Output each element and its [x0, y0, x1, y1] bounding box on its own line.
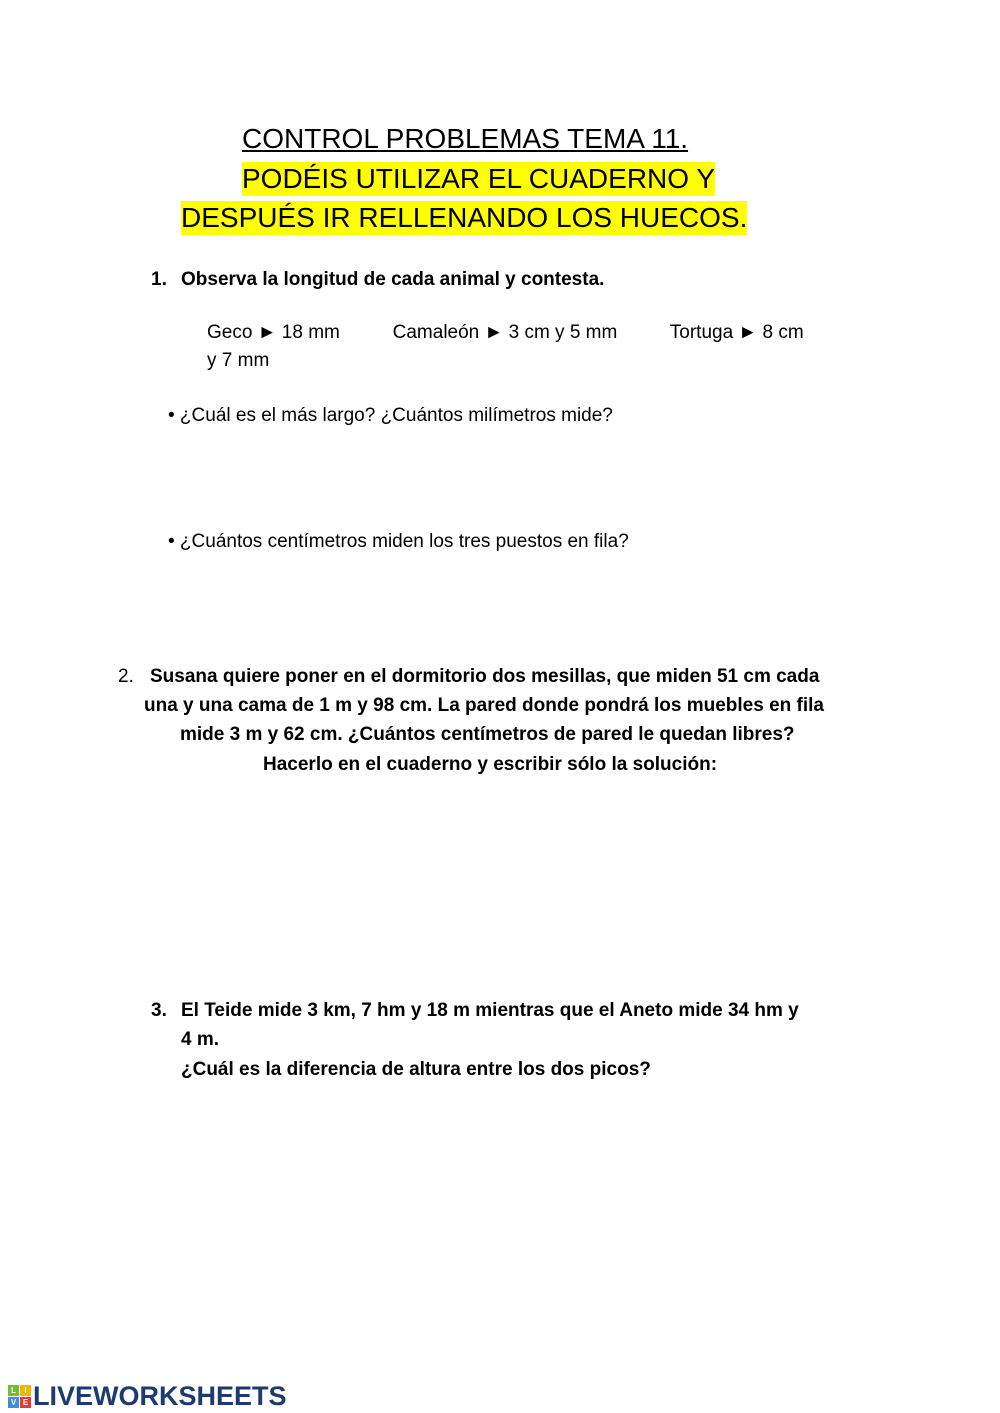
q1-animals-line1: Geco ► 18 mm Camaleón ► 3 cm y 5 mm Tortuga ► 8 cm: [207, 322, 804, 343]
q1-number: 1.: [151, 269, 167, 290]
q3-line2: 4 m.: [181, 1029, 220, 1050]
q2-number: 2.: [118, 666, 134, 687]
liveworksheets-logo: [8, 1381, 287, 1412]
q1-subquestion-1: • ¿Cuál es el más largo? ¿Cuántos milímetros mide?: [168, 405, 613, 426]
instruction-line-2: DESPUÉS IR RELLENANDO LOS HUECOS.: [181, 202, 748, 233]
q2-line3: mide 3 m y 62 cm. ¿Cuántos centímetros de pared le quedan libres?: [180, 724, 795, 745]
q3-line3: ¿Cuál es la diferencia de altura entre los dos picos?: [181, 1059, 651, 1080]
q2-line2: una y una cama de 1 m y 98 cm. La pared donde pondrá los muebles en fila: [144, 695, 824, 716]
q2-line1: Susana quiere poner en el dormitorio dos mesillas, que miden 51 cm cada: [150, 666, 820, 687]
instruction-line-1: PODÉIS UTILIZAR EL CUADERNO Y: [242, 163, 715, 194]
worksheet-title: CONTROL PROBLEMAS TEMA 11.: [242, 123, 689, 154]
q2-line4: Hacerlo en el cuaderno y escribir sólo la solución:: [263, 754, 718, 775]
q1-prompt: Observa la longitud de cada animal y contesta.: [181, 269, 605, 290]
logo-blocks-icon: L I V E: [8, 1385, 31, 1408]
q3-number: 3.: [151, 1000, 167, 1021]
q1-subquestion-2: • ¿Cuántos centímetros miden los tres puestos en fila?: [168, 531, 629, 552]
logo-text: LIVEWORKSHEETS: [33, 1381, 287, 1411]
q1-animals-line2: y 7 mm: [207, 350, 270, 371]
q3-line1: El Teide mide 3 km, 7 hm y 18 m mientras que el Aneto mide 34 hm y: [181, 1000, 799, 1021]
